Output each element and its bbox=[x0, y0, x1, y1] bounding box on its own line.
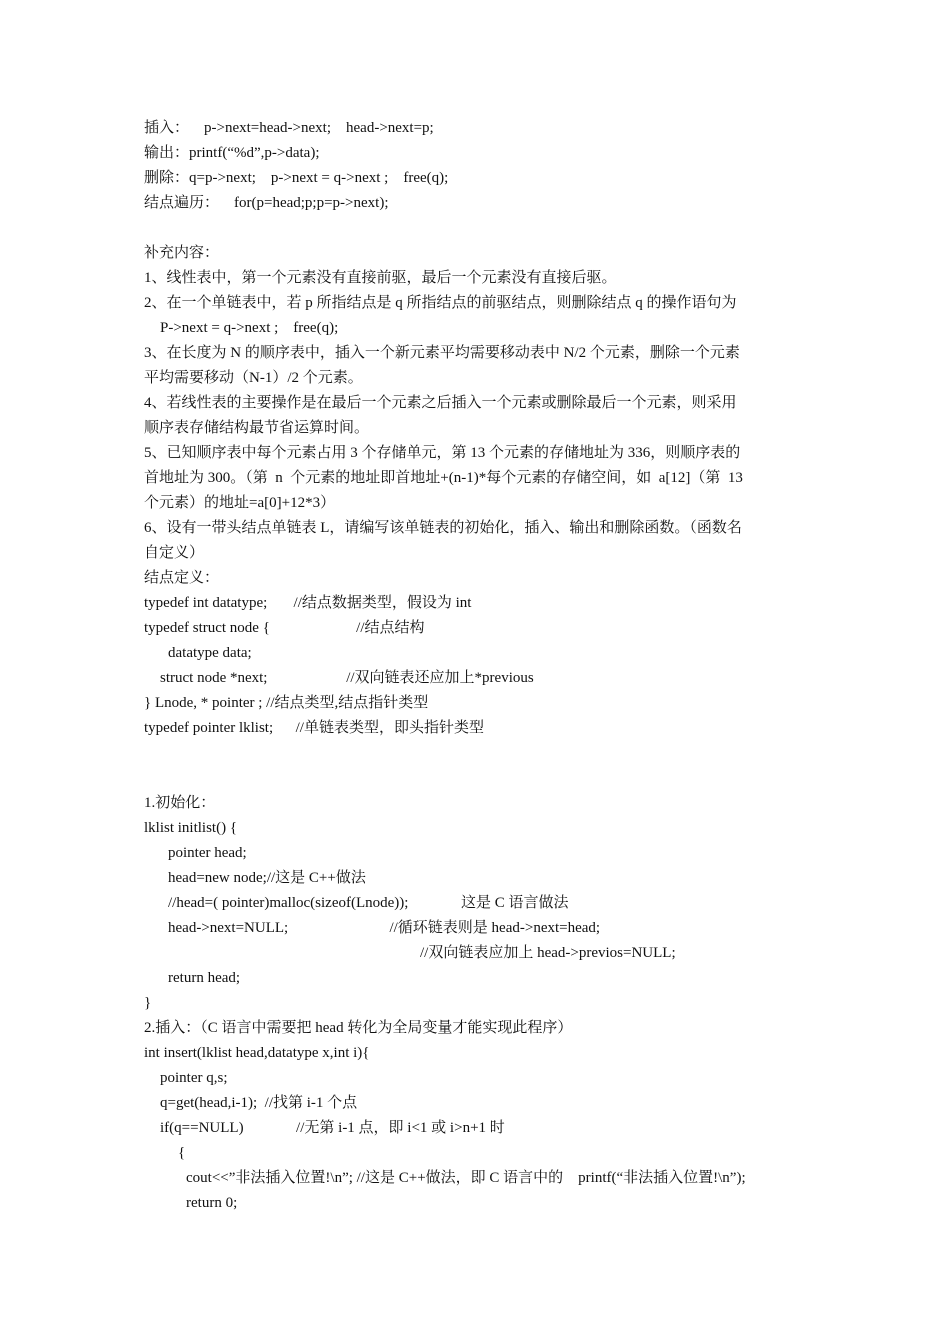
code-line: int insert(lklist head,datatype x,int i){ bbox=[144, 1045, 370, 1061]
text-line: 输出：printf(“%d”,p->data); bbox=[144, 145, 320, 161]
text-line: 删除：q=p->next; p->next = q->next ; free(q); bbox=[144, 170, 449, 186]
code-line: q=get(head,i-1); //找第 i-1 个点 bbox=[160, 1095, 358, 1111]
code-line: } Lnode, * pointer ; //结点类型,结点指针类型 bbox=[144, 695, 429, 711]
text-line: 6、设有一带头结点单链表 L，请编写该单链表的初始化，插入、输出和删除函数。（函数名 bbox=[144, 520, 742, 536]
text-line: 4、若线性表的主要操作是在最后一个元素之后插入一个元素或删除最后一个元素，则采用 bbox=[144, 395, 737, 411]
code-line: cout<<”非法插入位置!\n”; //这是 C++做法，即 C 语言中的 printf(“非法插入位置!\n”); bbox=[186, 1170, 746, 1186]
code-line: return 0; bbox=[186, 1195, 238, 1211]
text-line: 5、已知顺序表中每个元素占用 3 个存储单元，第 13 个元素的存储地址为 336，则顺序表的 bbox=[144, 445, 741, 461]
code-line: struct node *next; //双向链表还应加上*previous bbox=[160, 670, 534, 686]
text-line: 1、线性表中，第一个元素没有直接前驱，最后一个元素没有直接后驱。 bbox=[144, 270, 617, 286]
text-line: 2、在一个单链表中，若 p 所指结点是 q 所指结点的前驱结点，则删除结点 q 的操作语句为 bbox=[144, 295, 737, 311]
code-line: if(q==NULL) //无第 i-1 点，即 i<1 或 i>n+1 时 bbox=[160, 1120, 505, 1136]
section-heading: 补充内容： bbox=[144, 245, 220, 261]
text-line: 个元素）的地址=a[0]+12*3） bbox=[144, 495, 336, 511]
text-line: 结点遍历： for(p=head;p;p=p->next); bbox=[144, 195, 389, 211]
text-line: 结点定义： bbox=[144, 570, 220, 586]
section-heading: 1.初始化： bbox=[144, 795, 216, 811]
text-line: 平均需要移动（N-1）/2 个元素。 bbox=[144, 370, 363, 386]
code-line: typedef struct node { //结点结构 bbox=[144, 620, 425, 636]
code-line: } bbox=[144, 995, 152, 1011]
code-line: typedef pointer lklist; //单链表类型，即头指针类型 bbox=[144, 720, 484, 736]
code-line: head=new node;//这是 C++做法 bbox=[168, 870, 366, 886]
code-line: datatype data; bbox=[168, 645, 252, 661]
code-line: //head=( pointer)malloc(sizeof(Lnode)); 这是 C 语言做法 bbox=[168, 895, 569, 911]
code-line: lklist initlist() { bbox=[144, 820, 238, 836]
code-line: return head; bbox=[168, 970, 241, 986]
section-heading: 2.插入：（C 语言中需要把 head 转化为全局变量才能实现此程序） bbox=[144, 1020, 573, 1036]
text-line: 3、在长度为 N 的顺序表中，插入一个新元素平均需要移动表中 N/2 个元素，删除一个元素 bbox=[144, 345, 740, 361]
text-line: 首地址为 300。（第 n 个元素的地址即首地址+(n-1)*每个元素的存储空间，如 a[12]（第 13 bbox=[144, 470, 743, 486]
code-line: head->next=NULL; //循环链表则是 head->next=head; bbox=[168, 920, 601, 936]
code-line: pointer head; bbox=[168, 845, 247, 861]
code-line: pointer q,s; bbox=[160, 1070, 228, 1086]
text-line: 插入： p->next=head->next; head->next=p; bbox=[144, 120, 434, 136]
code-line: { bbox=[178, 1145, 186, 1161]
text-line: 顺序表存储结构最节省运算时间。 bbox=[144, 420, 370, 436]
code-line: //双向链表应加上 head->previos=NULL; bbox=[420, 945, 676, 961]
text-line: P->next = q->next ; free(q); bbox=[160, 320, 339, 336]
text-line: 自定义） bbox=[144, 545, 205, 561]
code-line: typedef int datatype; //结点数据类型，假设为 int bbox=[144, 595, 472, 611]
